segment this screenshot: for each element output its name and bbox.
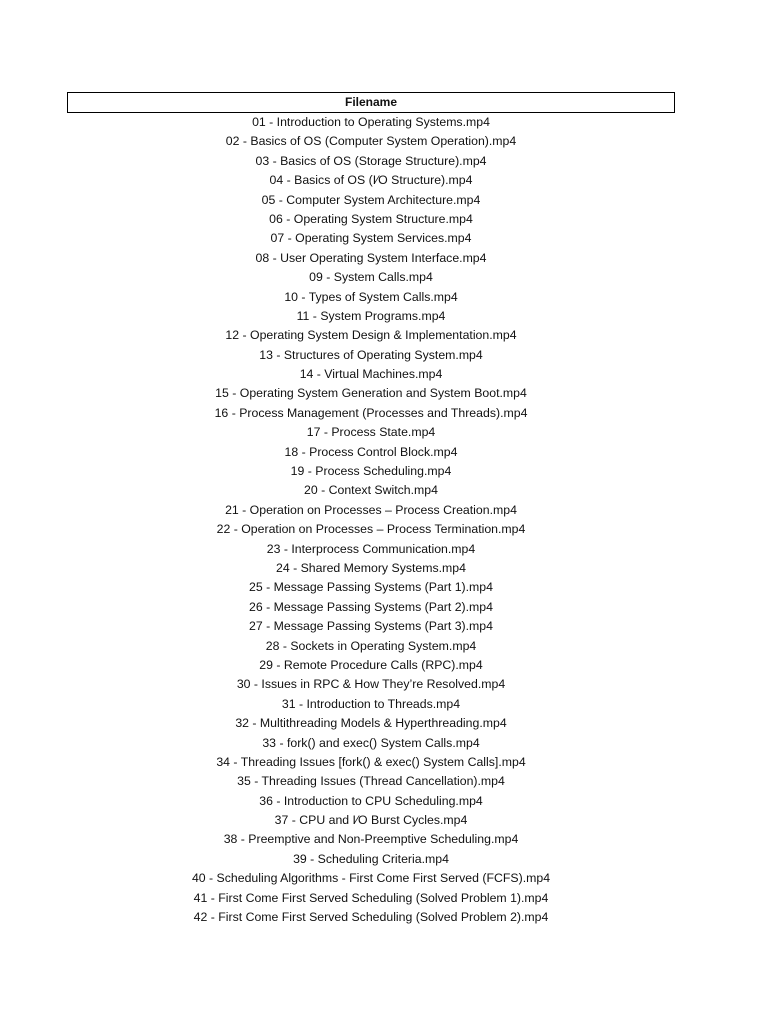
table-row: 30 - Issues in RPC & How They’re Resolved.mp4 (236, 677, 506, 692)
table-row: 37 - CPU and I⁄O Burst Cycles.mp4 (274, 813, 468, 828)
table-row: 35 - Threading Issues (Thread Cancellation).mp4 (237, 774, 505, 789)
table-row: 07 - Operating System Services.mp4 (270, 231, 472, 246)
table-row: 39 - Scheduling Criteria.mp4 (293, 851, 449, 866)
table-row: 08 - User Operating System Interface.mp4 (255, 250, 487, 265)
table-row: 40 - Scheduling Algorithms - First Come First Served (FCFS).mp4 (191, 871, 551, 886)
table-row: 02 - Basics of OS (Computer System Operation).mp4 (225, 134, 517, 149)
table-row: 06 - Operating System Structure.mp4 (269, 211, 473, 226)
table-row: 05 - Computer System Architecture.mp4 (261, 192, 481, 207)
table-row: 19 - Process Scheduling.mp4 (290, 464, 452, 479)
table-row: 42 - First Come First Served Scheduling (Solved Problem 2).mp4 (193, 910, 549, 925)
table-row: 13 - Structures of Operating System.mp4 (259, 347, 483, 362)
table-row: 03 - Basics of OS (Storage Structure).mp4 (255, 153, 487, 168)
table-row: 34 - Threading Issues [fork() & exec() System Calls].mp4 (216, 754, 526, 769)
table-row: 18 - Process Control Block.mp4 (284, 444, 458, 459)
table-row: 41 - First Come First Served Scheduling (Solved Problem 1).mp4 (193, 890, 549, 905)
table-row: 25 - Message Passing Systems (Part 1).mp4 (249, 580, 493, 595)
column-header-filename: Filename (67, 92, 675, 113)
table-row: 11 - System Programs.mp4 (296, 308, 446, 323)
table-row: 22 - Operation on Processes – Process Termination.mp4 (216, 522, 526, 537)
table-row: 32 - Multithreading Models & Hyperthreading.mp4 (235, 716, 507, 731)
table-row: 36 - Introduction to CPU Scheduling.mp4 (259, 793, 483, 808)
table-row: 20 - Context Switch.mp4 (304, 483, 438, 498)
table-row: 28 - Sockets in Operating System.mp4 (265, 638, 477, 653)
table-row: 15 - Operating System Generation and System Boot.mp4 (215, 386, 527, 401)
table-row: 27 - Message Passing Systems (Part 3).mp4 (249, 619, 493, 634)
table-row: 16 - Process Management (Processes and Threads).mp4 (214, 405, 528, 420)
table-row: 01 - Introduction to Operating Systems.mp4 (252, 115, 490, 129)
table-row: 12 - Operating System Design & Implementation.mp4 (225, 328, 517, 343)
table-row: 26 - Message Passing Systems (Part 2).mp4 (249, 599, 493, 614)
table-row: 31 - Introduction to Threads.mp4 (281, 696, 461, 711)
table-row: 14 - Virtual Machines.mp4 (299, 367, 443, 382)
table-row: 23 - Interprocess Communication.mp4 (266, 541, 476, 556)
filename-list (67, 113, 675, 927)
table-row: 29 - Remote Procedure Calls (RPC).mp4 (259, 657, 483, 672)
table-row: 33 - fork() and exec() System Calls.mp4 (262, 735, 480, 750)
table-row: 09 - System Calls.mp4 (309, 270, 433, 285)
table-row: 21 - Operation on Processes – Process Creation.mp4 (225, 502, 517, 517)
table-row: 17 - Process State.mp4 (306, 425, 436, 440)
table-row: 24 - Shared Memory Systems.mp4 (276, 560, 466, 575)
table-row: 10 - Types of System Calls.mp4 (284, 289, 458, 304)
filename-table (67, 92, 675, 927)
table-row: 38 - Preemptive and Non-Preemptive Scheduling.mp4 (223, 832, 519, 847)
table-row: 04 - Basics of OS (I⁄O Structure).mp4 (269, 173, 473, 188)
